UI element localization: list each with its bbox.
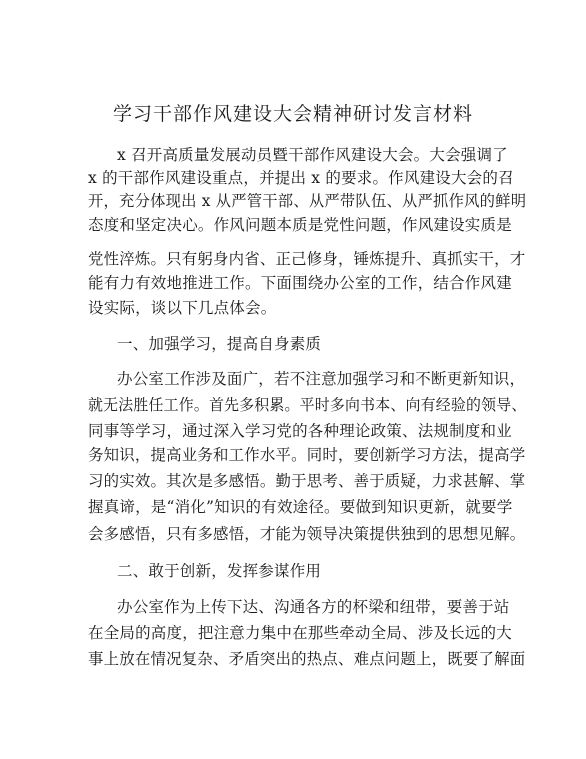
paragraph-line: 党性淬炼。只有躬身内省、正己修身，锤炼提升、真抓实干，才 [88,250,526,268]
paragraph-line: 能有力有效地推进工作。下面围绕办公室的工作，结合作风建 [88,274,512,292]
paragraph-line: 设实际，谈以下几点体会。 [88,299,277,317]
paragraph-line: 办公室工作涉及面广，若不注意加强学习和不断更新知识， [117,370,526,388]
paragraph-line: 办公室作为上传下达、沟通各方的杯梁和纽带，要善于站 [117,598,510,616]
section-heading: 一、加强学习，提高自身素质 [117,335,322,353]
document-title: 学习干部作风建设大会精神研讨发言材料 [112,103,473,125]
section-heading: 二、敢于创新，发挥参谋作用 [117,562,322,580]
paragraph-line: 事上放在情况复杂、矛盾突出的热点、难点问题上，既要了解面 [88,650,526,668]
paragraph-line: 习的实效。其次是多感悟。勤于思考、善于质疑，力求甚解、掌 [88,472,526,490]
paragraph-line: 务知识，提高业务和工作水平。同时，要创新学习方法，提高学 [88,446,526,464]
paragraph-line: x 的干部作风建设重点，并提出 x 的要求。作风建设大会的召 [88,169,514,187]
paragraph-line: x 召开高质量发展动员暨干部作风建设大会。大会强调了 [117,146,508,164]
paragraph-line: 同事等学习，通过深入学习党的各种理论政策、法规制度和业 [88,422,512,440]
paragraph-line: 在全局的高度，把注意力集中在那些牵动全局、涉及长远的大 [88,624,512,642]
paragraph-line: 握真谛，是“消化”知识的有效途径。要做到知识更新，就要学 [88,498,513,516]
paragraph-line: 态度和坚定决心。作风问题本质是党性问题，作风建设实质是 [88,216,512,234]
paragraph-line: 会多感悟，只有多感悟，才能为领导决策提供独到的思想见解。 [88,525,526,543]
paragraph-line: 开，充分体现出 x 从严管干部、从严带队伍、从严抓作风的鲜明 [88,192,527,210]
paragraph-line: 就无法胜任工作。首先多积累。平时多向书本、向有经验的领导、 [88,396,527,414]
